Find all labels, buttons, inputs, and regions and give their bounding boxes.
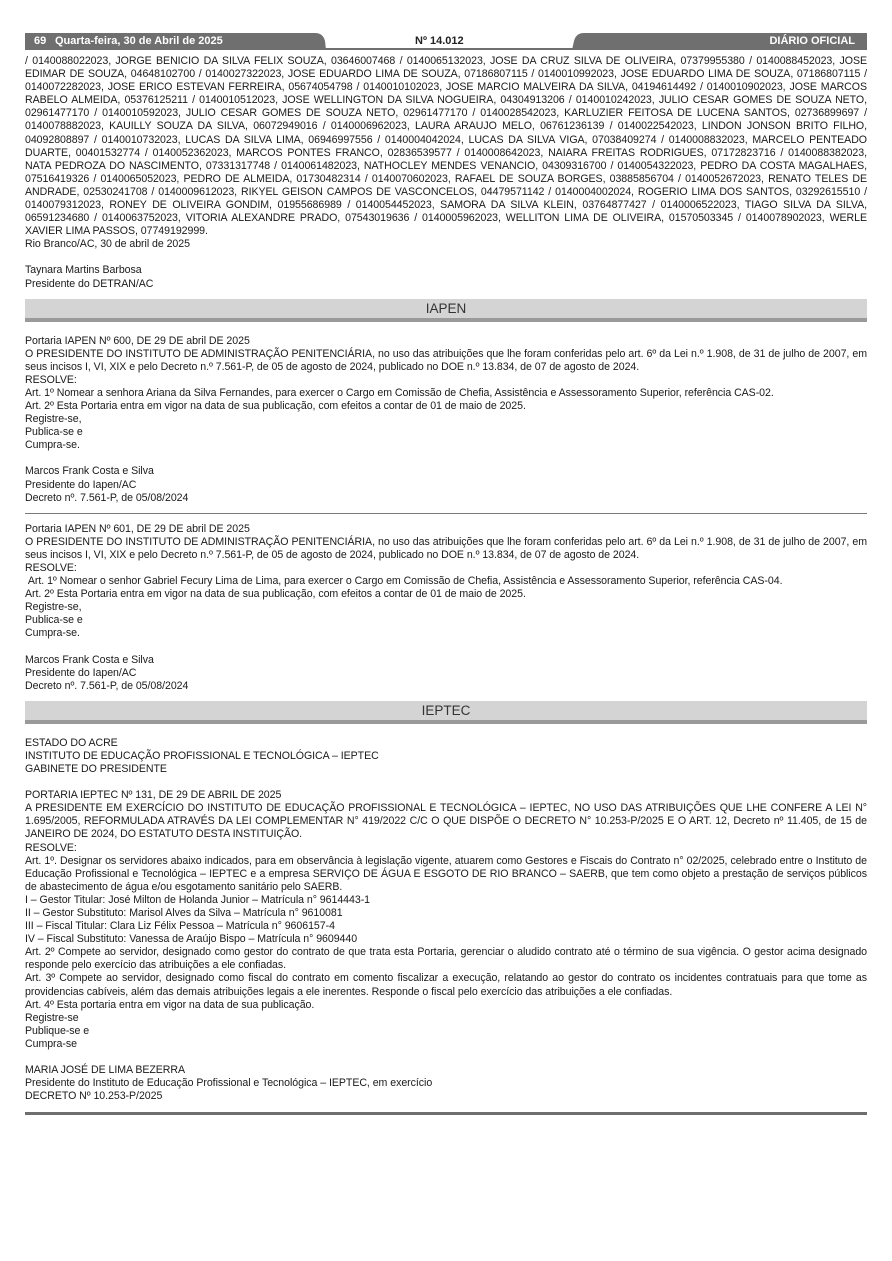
article-3: Art. 3º Compete ao servidor, designado como fiscal do contrato em comento fiscalizar a execução, relatando ao gestor do contrato os incidentes contratuais para que tome as providencias cabíveis, além das demais atribuições legais a ele inerentes. Responde o fiscal pelo exercício das atribuições a ele confiadas. [25, 972, 867, 998]
closing-line: Cumpra-se. [25, 439, 80, 452]
designation-item: I – Gestor Titular: José Milton de Holanda Junior – Matrícula n° 9614443-1 [25, 893, 371, 906]
portaria-title: PORTARIA IEPTEC Nº 131, DE 29 DE ABRIL DE 2025 [25, 789, 282, 802]
closing-line: Publica-se e [25, 426, 83, 439]
org-line: INSTITUTO DE EDUCAÇÃO PROFISSIONAL E TECNOLÓGICA – IEPTEC [25, 749, 379, 762]
page-number: 69 [34, 35, 47, 47]
detran-section [25, 55, 867, 291]
article-1: Art. 1º Nomear a senhora Ariana da Silva Fernandes, para exercer o Cargo em Comissão de Chefia, Assistência e Assessoramento Superior, referência CAS-02. [25, 386, 774, 399]
divider [25, 513, 867, 514]
closing-line: Cumpra-se. [25, 627, 80, 640]
closing-line: Cumpra-se [25, 1037, 77, 1050]
article-1: Art. 1º. Designar os servidores abaixo indicados, para em observância à legislação vigente, atuarem como Gestores e Fiscais do Contrato n° 02/2025, celebrado entre o Instituto de Educação Profissional e Tecnológica – IEPTEC e a empresa SERVIÇO DE ÁGUA E ESGOTO DE RIO BRANCO – SAERB, que tem como objeto a prestação de serviços públicos de abastecimento de água e/ou esgotamento sanitário pelo SAERB. [25, 854, 867, 893]
org-line: GABINETE DO PRESIDENTE [25, 763, 167, 776]
resolve-label: RESOLVE: [25, 841, 77, 854]
closing-line: Registre-se, [25, 601, 82, 614]
names-paragraph: / 0140088022023, JORGE BENICIO DA SILVA FELIX SOUZA, 03646007468 / 0140065132023, JOSE DA CRUZ SILVA DE OLIVEIRA, 07379955380 / 0140088452023, JOSE EDIMAR DE SOUZA, 04648102700 / 0140027322023, JOSE EDUARDO LIMA DE SOUZA, 07186807115 / 0140010992023, JOSE EDUARDO LIMA DE SOUZA, 07186807115 / 0140072282023, JOSE ERICO ESTEVAN FERREIRA, 05674054798 / 0140010102023, JOSE MARCIO MALVEIRA DA SILVA, 04194614492 / 0140010902023, JOSE MARCOS RABELO ALMEIDA, 05376125211 / 0140010512023, JOSE WELLINGTON DA SILVA NOGUEIRA, 04304913206 / 0140010242023, JULIO CESAR GOMES DE SOUZA NETO, 02961477170 / 0140010592023, JULIO CESAR GOMES DE SOUZA NETO, 02961477170 / 0140028542023, KARLUZIER FEITOSA DE LUCENA SANTOS, 02736899697 / 0140078882023, KAUILLY SOUZA DA SILVA, 06072949016 / 0140006962023, LAURA ARAUJO MELO, 06761236139 / 0140022542023, LINDON JONSON BRITO FILHO, 04092808897 / 0140010732023, LUCAS DA SILVA LIMA, 06946997556 / 0140004042024, LUCAS DA SILVA VIGA, 07038409274 / 0140008832023, MARCELO PENTEADO DUARTE, 00401532774 / 0140052362023, MARCOS PONTES FRANCO, 02836539577 / 0140008642023, NAIARA FREITAS RODRIGUES, 07172823716 / 0140088382023, NATA PEDROZA DO NASCIMENTO, 07331317748 / 0140061482023, NATHOCLEY MENDES VENANCIO, 04309316700 / 0140054322023, PEDRO DA COSTA MAGALHAES, 07516419326 / 0140065052023, PEDRO DE ALMEIDA, 01730482314 / 0140070602023, RAFAEL DE SOUZA BORGES, 03885856704 / 0140052672023, RENATO TELES DE ANDRADE, 02530241708 / 0140009612023, RIKYEL GEISON CAMPOS DE VASCONCELOS, 04479571142 / 0140004002024, ROGERIO LIMA DOS SANTOS, 03292615510 / 0140079312023, RONEY DE OLIVEIRA GONDIM, 01955686989 / 0140054452023, SAMORA DA SILVA KLEIN, 03764877427 / 0140006522023, TIAGO SILVA DA SILVA, 06591234680 / 0140063752023, VITORIA ALEXANDRE PRADO, 07543019636 / 0140005962023, WELLITON LIMA DE OLIVEIRA, 01570503345 / 0140078902023, WERLE XAVIER LIMA PASSOS, 07749192999. [25, 55, 867, 238]
closing-line: Publique-se e [25, 1024, 90, 1037]
portaria-ieptec-131 [25, 737, 867, 1103]
signer-name: Marcos Frank Costa e Silva [25, 465, 154, 478]
article-4: Art. 4º Esta portaria entra em vigor na data de sua publicação. [25, 998, 315, 1011]
article-1: Art. 1º Nomear o senhor Gabriel Fecury Lima de Lima, para exercer o Cargo em Comissão de Chefia, Assistência e Assessoramento Superior, referência CAS-04. [25, 575, 783, 588]
page [25, 31, 867, 1115]
closing-line: Registre-se, [25, 413, 82, 426]
issue-date: Quarta-feira, 30 de Abril de 2025 [55, 35, 223, 47]
portaria-600 [25, 335, 867, 505]
signer-role: Presidente do Instituto de Educação Profissional e Tecnológica – IEPTEC, em exercício [25, 1077, 433, 1090]
portaria-title: Portaria IAPEN Nº 601, DE 29 DE abril DE 2025 [25, 522, 250, 535]
signer-name: MARIA JOSÉ DE LIMA BEZERRA [25, 1064, 186, 1076]
closing-line: Publica-se e [25, 614, 83, 627]
article-2: Art. 2º Esta Portaria entra em vigor na data de sua publicação, com efeitos a contar de 01 de maio de 2025. [25, 588, 526, 601]
section-header-ieptec [25, 701, 867, 725]
signer-name: Marcos Frank Costa e Silva [25, 653, 154, 666]
signer-role: Presidente do DETRAN/AC [25, 277, 154, 290]
issue-number: Nº 14.012 [415, 35, 464, 47]
signer-role: Presidente do Iapen/AC [25, 666, 137, 679]
portaria-preamble: O PRESIDENTE DO INSTITUTO DE ADMINISTRAÇÃO PENITENCIÁRIA, no uso das atribuições que lhe foram conferidas pelo art. 6º da Lei n.º 1.908, de 31 de julho de 2007, em seus incisos I, VI, XIX e pelo Decreto n.º 7.561-P, de 05 de agosto de 2024, publicado no DOE n.º 13.834, de 07 de agosto de 2024. [25, 347, 867, 373]
signer-name: Taynara Martins Barbosa [25, 264, 142, 277]
portaria-601 [25, 523, 867, 693]
signer-decree: Decreto nº. 7.561-P, de 05/08/2024 [25, 491, 189, 504]
resolve-label: RESOLVE: [25, 562, 77, 574]
section-title: IEPTEC [421, 702, 471, 718]
signer-decree: DECRETO Nº 10.253-P/2025 [25, 1090, 163, 1103]
signer-role: Presidente do Iapen/AC [25, 478, 137, 491]
publication-name: DIÁRIO OFICIAL [769, 35, 855, 47]
place-date: Rio Branco/AC, 30 de abril de 2025 [25, 238, 190, 251]
page-bottom-rule [25, 1112, 867, 1115]
signer-decree: Decreto nº. 7.561-P, de 05/08/2024 [25, 679, 189, 692]
resolve-label: RESOLVE: [25, 373, 77, 386]
designation-item: III – Fiscal Titular: Clara Liz Félix Pessoa – Matrícula n° 9606157-4 [25, 920, 335, 933]
section-header-iapen [25, 299, 867, 323]
portaria-preamble: A PRESIDENTE EM EXERCÍCIO DO INSTITUTO DE EDUCAÇÃO PROFISSIONAL E TECNOLÓGICA – IEPTEC, NO USO DAS ATRIBUIÇÕES QUE LHE CONFERE A LEI N° 1.695/2005, REFORMULADA ATRAVÉS DA LEI COMPLEMENTAR N° 419/2022 C/C O QUE DISPÕE O DECRETO N° 10.253-P/2025 E O ART. 12, Decreto nº 11.405, de 15 de JANEIRO DE 2024, DO ESTATUTO DESTA INSTITUIÇÃO. [25, 802, 867, 841]
portaria-preamble: O PRESIDENTE DO INSTITUTO DE ADMINISTRAÇÃO PENITENCIÁRIA, no uso das atribuições que lhe foram conferidas pelo art. 6º da Lei n.º 1.908, de 31 de julho de 2007, em seus incisos I, VI, XIX e pelo Decreto n.º 7.561-P, de 05 de agosto de 2024, publicado no DOE n.º 13.834, de 07 de agosto de 2024. [25, 535, 867, 561]
page-header [25, 31, 867, 50]
article-2: Art. 2º Esta Portaria entra em vigor na data de sua publicação, com efeitos a contar de 01 de maio de 2025. [25, 400, 526, 413]
article-2: Art. 2º Compete ao servidor, designado como gestor do contrato de que trata esta Portaria, gerenciar o aludido contrato até o término de sua vigência. O gestor acima designado responde pelo exercício das atribuições a ele confiadas. [25, 946, 867, 972]
closing-line: Registre-se [25, 1011, 79, 1024]
portaria-title: Portaria IAPEN Nº 600, DE 29 DE abril DE 2025 [25, 334, 250, 347]
designation-item: II – Gestor Substituto: Marisol Alves da Silva – Matrícula n° 9610081 [25, 906, 343, 919]
org-line: ESTADO DO ACRE [25, 736, 118, 749]
section-title: IAPEN [425, 300, 467, 316]
designation-item: IV – Fiscal Substituto: Vanessa de Araújo Bispo – Matrícula n° 9609440 [25, 933, 358, 946]
